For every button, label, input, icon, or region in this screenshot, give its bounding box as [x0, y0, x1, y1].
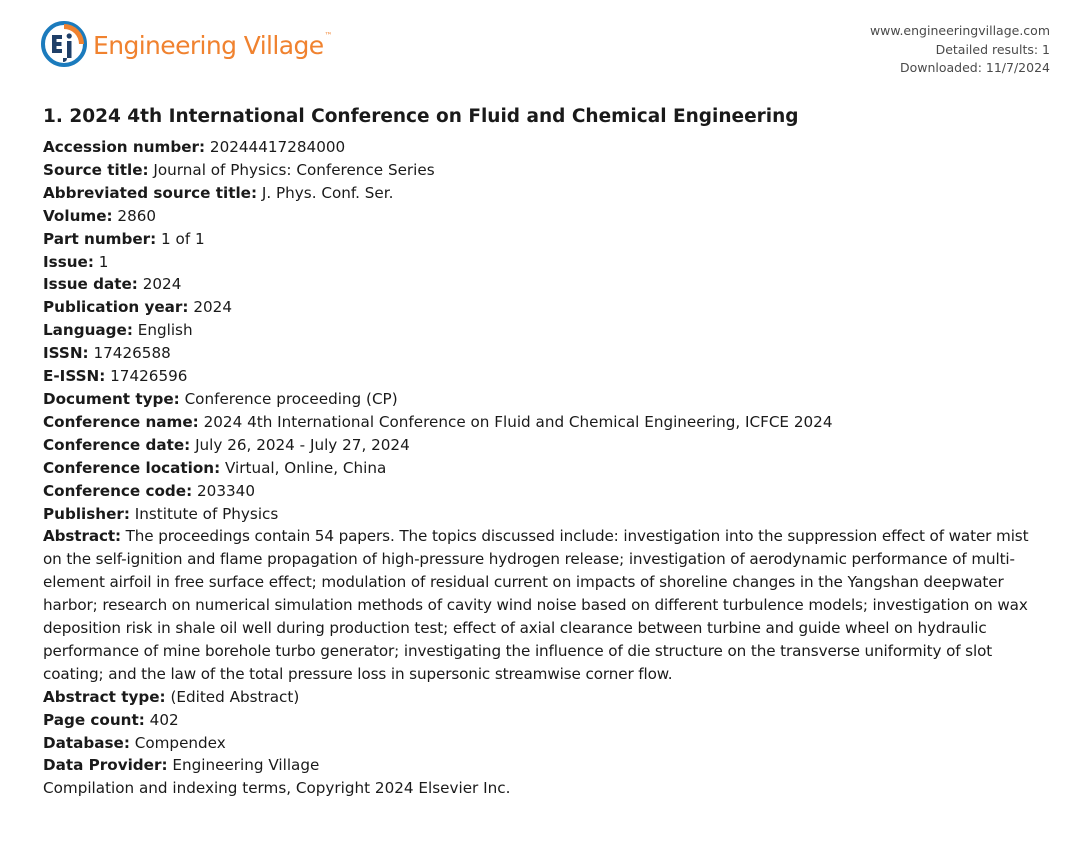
- field-value: Journal of Physics: Conference Series: [153, 160, 435, 179]
- field-conference-location: [43, 457, 1043, 480]
- logo-wordmark: Engineering Village™: [93, 30, 332, 60]
- detailed-results-count: Detailed results: 1: [935, 41, 1050, 57]
- field-label: Abstract:: [43, 527, 121, 546]
- field-language: [43, 319, 1043, 342]
- record-title: 1. 2024 4th International Conference on Fluid and Chemical Engineering: [43, 106, 799, 127]
- field-issue: [43, 251, 1043, 274]
- field-label: Publication year:: [43, 298, 189, 317]
- field-value: J. Phys. Conf. Ser.: [261, 183, 394, 202]
- field-value: 17426596: [110, 367, 188, 386]
- field-value: Engineering Village: [172, 756, 320, 775]
- field-part-number: [43, 228, 1043, 251]
- field-label: Conference name:: [43, 412, 199, 431]
- copyright-notice: Compilation and indexing terms, Copyright 2024 Elsevier Inc.: [43, 779, 511, 798]
- field-value: 2024: [142, 275, 182, 294]
- field-label: Database:: [43, 733, 130, 752]
- field-database: [43, 732, 1043, 755]
- field-publisher: [43, 503, 1043, 526]
- field-abbreviated-source-title: [43, 182, 1043, 205]
- field-value: 2024: [193, 298, 232, 317]
- field-label: Publisher:: [43, 504, 130, 523]
- field-data-provider: [43, 754, 1043, 777]
- field-abstract-type: [43, 686, 1043, 709]
- field-value: 20244417284000: [209, 138, 346, 156]
- field-conference-date: [43, 434, 1043, 457]
- field-value: 402: [149, 710, 179, 729]
- field-label: Part number:: [43, 229, 157, 248]
- page-header: [0, 0, 1087, 95]
- field-conference-name: [43, 411, 1043, 434]
- field-abstract: [43, 525, 1043, 685]
- field-label: E-ISSN:: [43, 367, 106, 386]
- field-value: July 26, 2024 - July 27, 2024: [195, 435, 410, 454]
- field-label: ISSN:: [43, 344, 89, 363]
- field-label: Language:: [43, 321, 133, 340]
- field-value: (Edited Abstract): [170, 687, 300, 706]
- field-label: Conference code:: [43, 481, 193, 500]
- field-value: 1 of 1: [161, 229, 205, 248]
- field-accession-number: [43, 136, 1043, 159]
- field-label: Issue date:: [43, 275, 138, 294]
- field-label: Abbreviated source title:: [43, 183, 258, 202]
- field-label: Abstract type:: [43, 687, 166, 706]
- download-date: Downloaded: 11/7/2024: [899, 60, 1050, 75]
- field-value: Institute of Physics: [134, 504, 279, 523]
- field-value: 2860: [117, 206, 157, 225]
- engineering-village-logo: [41, 21, 332, 67]
- field-label: Source title:: [43, 160, 149, 179]
- field-label: Conference date:: [43, 435, 191, 454]
- field-label: Data Provider:: [43, 756, 168, 775]
- field-label: Conference location:: [43, 458, 221, 477]
- field-value: English: [137, 321, 193, 340]
- engineering-village-logo-icon: [41, 21, 87, 67]
- field-document-type: [43, 388, 1043, 411]
- field-issn: [43, 342, 1043, 365]
- site-url: www.engineeringvillage.com: [869, 23, 1050, 38]
- field-conference-code: [43, 480, 1043, 503]
- field-label: Volume:: [43, 206, 113, 225]
- field-value: 203340: [197, 481, 255, 500]
- field-e-issn: [43, 365, 1043, 388]
- field-value: 2024 4th International Conference on Fluid and Chemical Engineering, ICFCE 2024: [203, 412, 833, 431]
- field-volume: [43, 205, 1043, 228]
- field-value: 17426588: [93, 344, 171, 363]
- field-value: Conference proceeding (CP): [184, 389, 398, 408]
- field-issue-date: [43, 273, 1043, 296]
- record-detail: [43, 104, 1043, 800]
- field-value: Compendex: [134, 733, 226, 752]
- field-label: Issue:: [43, 252, 94, 271]
- field-label: Document type:: [43, 389, 180, 408]
- field-publication-year: [43, 296, 1043, 319]
- field-value: Virtual, Online, China: [225, 458, 387, 477]
- field-value: 1: [98, 252, 109, 271]
- field-label: Accession number:: [43, 138, 206, 156]
- trademark-symbol: ™: [324, 31, 332, 41]
- download-meta: [870, 22, 1050, 78]
- field-value: The proceedings contain 54 papers. The topics discussed include: investigation into the suppression effect of water mist on the self-ignition and flame propagation of high-pressure hydrogen release; investigation of aerodynamic performance of multi-element airfoil in free surface effect; modulation of residual current on impacts of shoreline changes in the Yangshan deepwater harbor; research on numerical simulation methods of cavity wind noise based on different turbulence models; investigation on wax deposition risk in shale oil well during production test; effect of axial clearance between turbine and guide wheel on hydraulic performance of mine borehole turbo generator; investigating the influence of die structure on the transverse uniformity of slot coating; and the law of the total pressure loss in supersonic streamwise corner flow.: [43, 527, 1029, 683]
- field-source-title: [43, 159, 1043, 182]
- field-label: Page count:: [43, 710, 145, 729]
- field-page-count: [43, 709, 1043, 732]
